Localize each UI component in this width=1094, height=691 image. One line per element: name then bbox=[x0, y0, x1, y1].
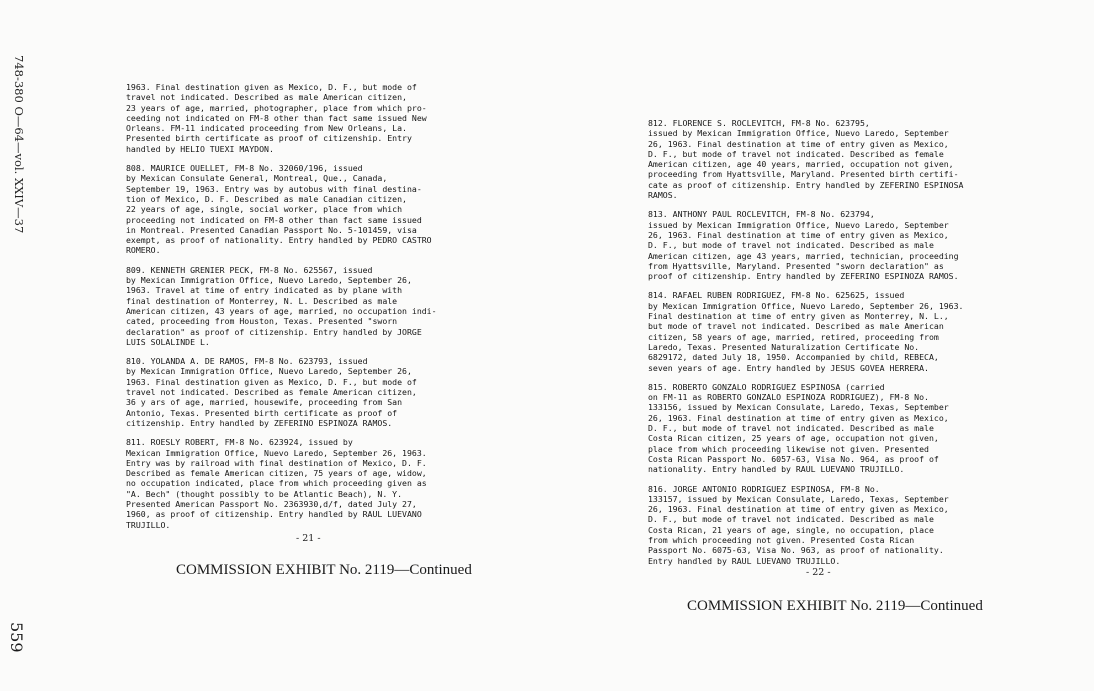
left-page-column bbox=[126, 82, 466, 539]
margin-note bbox=[12, 55, 44, 305]
text-line: but mode of travel not indicated. Described as male American bbox=[648, 321, 944, 332]
text-line: declaration" as proof of citizenship. Entry handled by JORGE bbox=[126, 326, 422, 337]
text-line: 814. RAFAEL RUBEN RODRIGUEZ, FM-8 No. 625625, issued bbox=[648, 290, 905, 301]
text-line: Described as female American citizen, 75 years of age, widow, bbox=[126, 468, 427, 479]
text-line: seven years of age. Entry handled by JESUS GOVEA HERRERA. bbox=[648, 362, 929, 373]
text-line: cate as proof of citizenship. Entry handled by ZEFERINO ESPINOSA bbox=[648, 179, 964, 190]
text-line: Entry handled by RAUL LUEVANO TRUJILLO. bbox=[648, 555, 841, 566]
text-line: D. F., but mode of travel not indicated. Described as male bbox=[648, 423, 934, 434]
text-line: LUIS SOLALINDE L. bbox=[126, 336, 210, 347]
text-line: ceeding not indicated on FM-8 other than fact same issued New bbox=[126, 112, 427, 123]
text-line: place from which proceeding likewise not given. Presented bbox=[648, 443, 929, 454]
entry-paragraph bbox=[126, 356, 466, 428]
text-line: 23 years of age, married, photographer, place from which pro- bbox=[126, 102, 427, 113]
text-line: D. F., but mode of travel not indicated. Described as female bbox=[648, 148, 944, 159]
text-line: 26, 1963. Final destination at time of entry given as Mexico, bbox=[648, 229, 949, 240]
text-line: 133156, issued by Mexican Consulate, Laredo, Texas, September bbox=[648, 402, 949, 413]
text-line: ROMERO. bbox=[126, 245, 161, 256]
entry-paragraph bbox=[126, 82, 466, 154]
text-line: 1963. Final destination given as Mexico, D. F., but mode of bbox=[126, 376, 417, 387]
text-line: 6829172, dated July 18, 1950. Accompanied by child, REBECA, bbox=[648, 352, 939, 363]
text-line: Costa Rican citizen, 25 years of age, occupation not given, bbox=[648, 433, 939, 444]
text-line: final destination of Monterrey, N. L. Described as male bbox=[126, 295, 398, 306]
right-page-column bbox=[648, 118, 993, 575]
entry-paragraph bbox=[648, 118, 993, 200]
text-line: cated, proceeding from Houston, Texas. Presented "sworn bbox=[126, 316, 398, 327]
text-line: no occupation indicated, place from which proceeding given as bbox=[126, 478, 427, 489]
text-line: 809. KENNETH GRENIER PECK, FM-8 No. 625567, issued bbox=[126, 264, 373, 275]
text-line: Mexican Immigration Office, Nuevo Laredo, September 26, 1963. bbox=[126, 447, 427, 458]
text-line: American citizen, age 43 years, married, technician, proceeding bbox=[648, 250, 959, 261]
text-line: travel not indicated. Described as male American citizen, bbox=[126, 92, 407, 103]
text-line: Orleans. FM-11 indicated proceeding from New Orleans, La. bbox=[126, 123, 407, 134]
text-line: in Montreal. Presented Canadian Passport No. 5-101459, visa bbox=[126, 224, 417, 235]
text-line: American citizen, 43 years of age, married, no occupation indi- bbox=[126, 305, 437, 316]
left-page-number: - 21 - bbox=[296, 533, 321, 544]
text-line: TRUJILLO. bbox=[126, 519, 171, 530]
text-line: 813. ANTHONY PAUL ROCLEVITCH, FM-8 No. 623794, bbox=[648, 209, 875, 220]
text-line: from which proceeding not given. Presented Costa Rican bbox=[648, 534, 915, 545]
text-line: 26, 1963. Final destination at time of entry given as Mexico, bbox=[648, 412, 949, 423]
text-line: Antonio, Texas. Presented birth certificate as proof of bbox=[126, 407, 398, 418]
text-line: by Mexican Consulate General, Montreal, Que., Canada, bbox=[126, 173, 388, 184]
text-line: Laredo, Texas. Presented Naturalization Certificate No. bbox=[648, 341, 920, 352]
text-line: from Hyattsville, Maryland. Presented "sworn declaration" as bbox=[648, 260, 944, 271]
text-line: 1960, as proof of citizenship. Entry handled by RAUL LUEVANO bbox=[126, 509, 422, 520]
text-line: Costa Rican Passport No. 6057-63, Visa No. 964, as proof of bbox=[648, 453, 939, 464]
text-line: 808. MAURICE OUELLET, FM-8 No. 32060/196, issued bbox=[126, 163, 363, 174]
entry-paragraph bbox=[648, 290, 993, 372]
text-line: 816. JORGE ANTONIO RODRIGUEZ ESPINOSA, FM-8 No. bbox=[648, 483, 880, 494]
text-line: 22 years of age, single, social worker, place from which bbox=[126, 204, 403, 215]
text-line: Passport No. 6075-63, Visa No. 963, as proof of nationality. bbox=[648, 545, 944, 556]
text-line: by Mexican Immigration Office, Nuevo Laredo, September 26, bbox=[126, 275, 412, 286]
side-page-number bbox=[7, 622, 44, 662]
text-line: Final destination at time of entry given as Monterrey, N. L., bbox=[648, 311, 949, 322]
text-line: D. F., but mode of travel not indicated. Described as male bbox=[648, 240, 934, 251]
text-line: 1963. Final destination given as Mexico, D. F., but mode of bbox=[126, 82, 417, 92]
text-line: 810. YOLANDA A. DE RAMOS, FM-8 No. 623793, issued bbox=[126, 356, 368, 367]
text-line: on FM-11 as ROBERTO GONZALO ESPINOZA RODRIGUEZ), FM-8 No. bbox=[648, 392, 929, 403]
text-line: proceeding from Hyattsville, Maryland. Presented birth certifi- bbox=[648, 169, 959, 180]
text-line: exempt, as proof of nationality. Entry handled by PEDRO CASTRO bbox=[126, 235, 432, 246]
text-line: 815. ROBERTO GONZALO RODRIGUEZ ESPINOSA (carried bbox=[648, 381, 885, 392]
entry-paragraph bbox=[648, 382, 993, 475]
text-line: 26, 1963. Final destination at time of entry given as Mexico, bbox=[648, 504, 949, 515]
text-line: September 19, 1963. Entry was by autobus with final destina- bbox=[126, 183, 422, 194]
text-line: American citizen, age 40 years, married, occupation not given, bbox=[648, 159, 954, 170]
text-line: Presented American Passport No. 2363930,d/f, dated July 27, bbox=[126, 498, 417, 509]
entry-paragraph bbox=[126, 163, 466, 256]
text-line: issued by Mexican Immigration Office, Nuevo Laredo, September bbox=[648, 128, 949, 139]
text-line: by Mexican Immigration Office, Nuevo Laredo, September 26, bbox=[126, 366, 412, 377]
entry-paragraph bbox=[126, 265, 466, 347]
left-caption: COMMISSION EXHIBIT No. 2119—Continued bbox=[176, 562, 472, 578]
text-line: "A. Bech" (thought possibly to be Atlantic Beach), N. Y. bbox=[126, 488, 403, 499]
text-line: citizenship. Entry handled by ZEFERINO ESPINOZA RAMOS. bbox=[126, 417, 393, 428]
entry-paragraph bbox=[648, 209, 993, 281]
text-line: issued by Mexican Immigration Office, Nuevo Laredo, September bbox=[648, 219, 949, 230]
text-line: Entry was by railroad with final destination of Mexico, D. F. bbox=[126, 457, 427, 468]
text-line: handled by HELIO TUEXI MAYDON. bbox=[126, 143, 274, 154]
text-line: by Mexican Immigration Office, Nuevo Laredo, September 26, 1963. bbox=[648, 300, 964, 311]
entry-paragraph bbox=[648, 484, 993, 566]
text-line: D. F., but mode of travel not indicated. Described as male bbox=[648, 514, 934, 525]
right-caption: COMMISSION EXHIBIT No. 2119—Continued bbox=[687, 598, 983, 614]
side-page-number-text: 559 bbox=[7, 622, 26, 653]
text-line: Presented birth certificate as proof of citizenship. Entry bbox=[126, 133, 412, 144]
margin-note-text: 748-380 O—64—vol. XXIV—37 bbox=[12, 55, 26, 234]
right-page-number: - 22 - bbox=[806, 567, 831, 578]
entry-paragraph bbox=[126, 437, 466, 530]
text-line: travel not indicated. Described as female American citizen, bbox=[126, 387, 417, 398]
text-line: Costa Rican, 21 years of age, single, no occupation, place bbox=[648, 524, 934, 535]
text-line: 36 y ars of age, married, housewife, proceeding from San bbox=[126, 397, 403, 408]
text-line: 133157, issued by Mexican Consulate, Laredo, Texas, September bbox=[648, 493, 949, 504]
text-line: 811. ROESLY ROBERT, FM-8 No. 623924, issued by bbox=[126, 437, 353, 448]
text-line: RAMOS. bbox=[648, 190, 678, 201]
text-line: nationality. Entry handled by RAUL LUEVANO TRUJILLO. bbox=[648, 464, 905, 475]
text-line: 812. FLORENCE S. ROCLEVITCH, FM-8 No. 623795, bbox=[648, 118, 870, 128]
text-line: tion of Mexico, D. F. Described as male Canadian citizen, bbox=[126, 193, 407, 204]
text-line: proof of citizenship. Entry handled by ZEFERINO ESPINOZA RAMOS. bbox=[648, 271, 959, 282]
text-line: citizen, 58 years of age, married, retired, proceeding from bbox=[648, 331, 939, 342]
text-line: 1963. Travel at time of entry indicated as by plane with bbox=[126, 285, 403, 296]
text-line: proceeding not indicated on FM-8 other than fact same issued bbox=[126, 214, 422, 225]
text-line: 26, 1963. Final destination at time of entry given as Mexico, bbox=[648, 138, 949, 149]
